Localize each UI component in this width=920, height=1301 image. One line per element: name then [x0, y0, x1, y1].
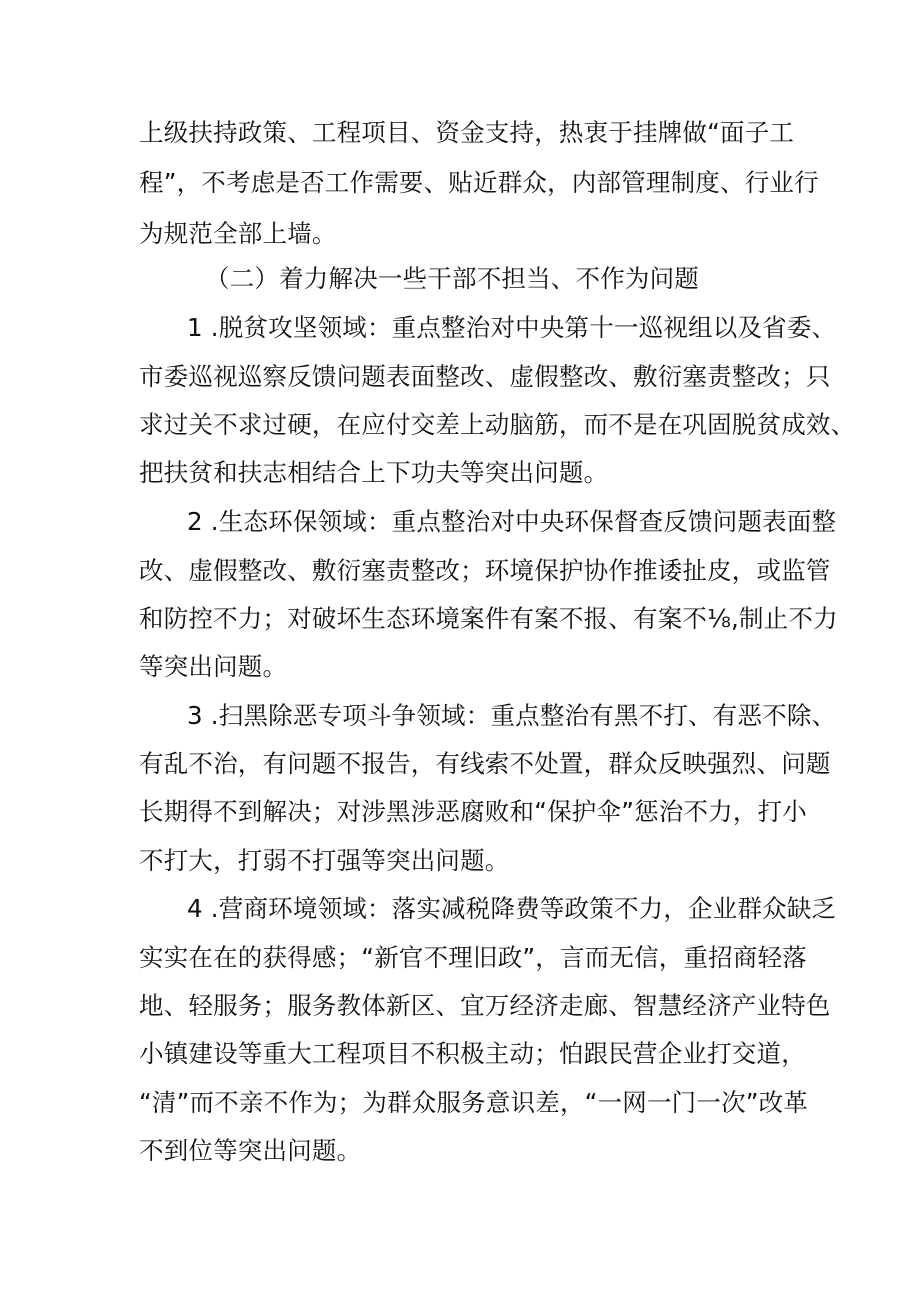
paragraph-line: 3 .扫黑除恶专项斗争领域：重点整治有黑不打、有恶不除、 [187, 701, 837, 730]
paragraph-line: 2 .生态环保领域：重点整治对中央环保督查反馈问题表面整 [187, 507, 837, 536]
paragraph-line: 等突出问题。 [139, 652, 288, 681]
paragraph-line: 把扶贫和扶志相结合上下功夫等突出问题。 [139, 458, 609, 487]
paragraph-line: 地、轻服务；服务教体新区、宜万经济走廊、智慧经济产业特色 [139, 991, 831, 1020]
paragraph-line: 4 .营商环境领域：落实减税降费等政策不力，企业群众缺乏 [187, 894, 837, 923]
paragraph-line: 为规范全部上墙。 [139, 219, 337, 248]
paragraph-line: 1 .脱贫攻坚领域：重点整治对中央第十一巡视组以及省委、 [187, 313, 837, 342]
paragraph-line: 程”，不考虑是否工作需要、贴近群众，内部管理制度、行业行 [139, 168, 819, 197]
paragraph-line: 不打大，打弱不打强等突出问题。 [139, 846, 510, 875]
paragraph-line: 实实在在的获得感；“新官不理旧政”，言而无信，重招商轻落 [139, 943, 807, 972]
paragraph-line: 和防控不力；对破坏生态环境案件有案不报、有案不⅛,制止不力 [139, 604, 838, 633]
paragraph-line: 改、虚假整改、敷衍塞责整改；环境保护协作推诿扯皮，或监管 [139, 556, 831, 585]
paragraph-line: 小镇建设等重大工程项目不积极主动；怕跟民营企业打交道， [139, 1039, 806, 1068]
section-heading: （二）着力解决一些干部不担当、不作为问题 [205, 264, 699, 293]
paragraph-line: 长期得不到解决；对涉黑涉恶腐败和“保护伞”惩治不力，打小 [139, 797, 807, 826]
paragraph-line: 不到位等突出问题。 [139, 1136, 362, 1165]
paragraph-line: 市委巡视巡察反馈问题表面整改、虚假整改、敷衍塞责整改；只 [139, 362, 831, 391]
paragraph-line: 上级扶持政策、工程项目、资金支持，热衷于挂牌做“面子工 [139, 118, 795, 147]
paragraph-line: 有乱不治，有问题不报告，有线索不处置，群众反映强烈、问题 [139, 749, 831, 778]
paragraph-line: “清”而不亲不作为；为群众服务意识差，“一网一门一次”改革 [139, 1088, 809, 1117]
paragraph-line: 求过关不求过硬，在应付交差上动脑筋，而不是在巩固脱贫成效、 [139, 410, 856, 439]
